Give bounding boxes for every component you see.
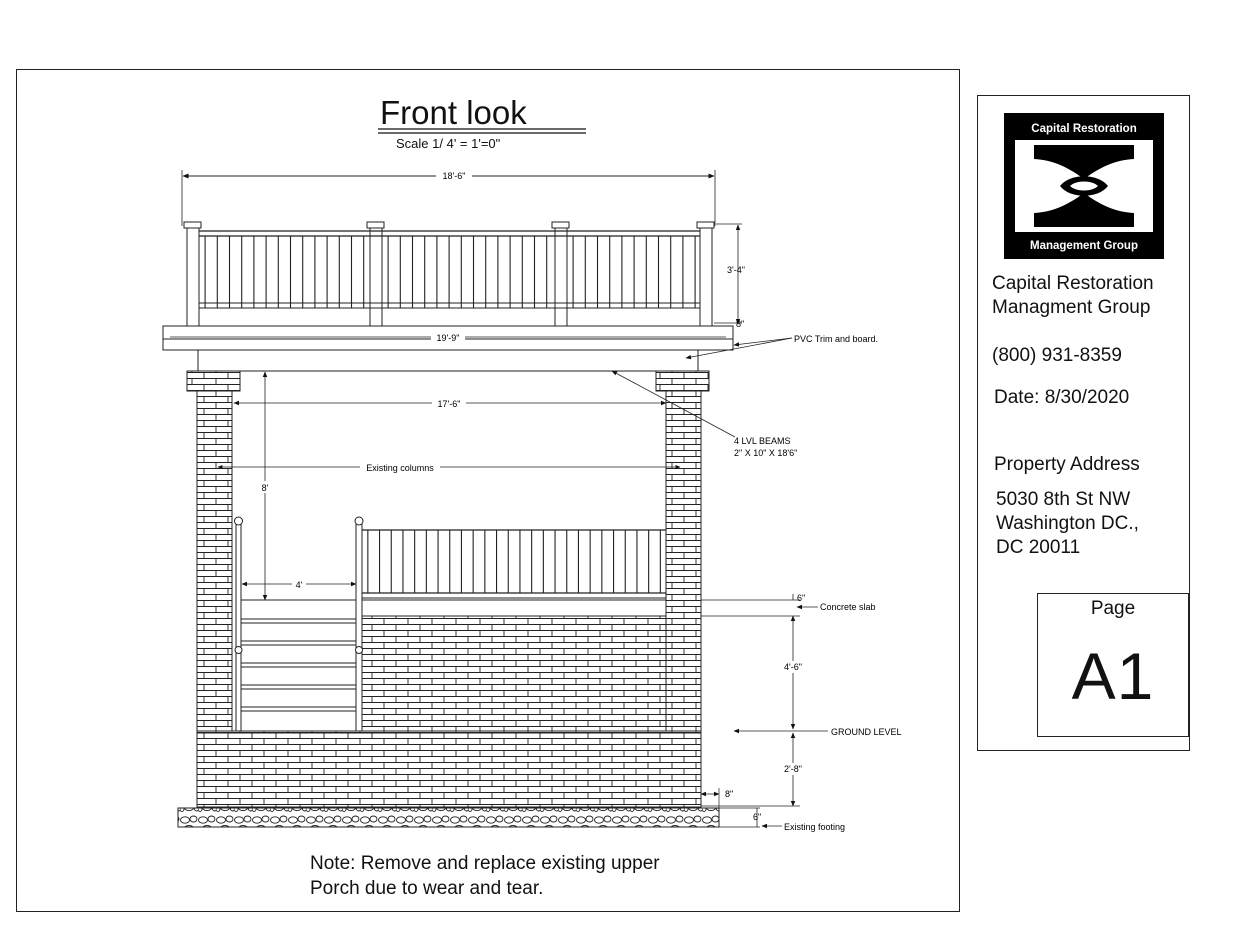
existing-footing bbox=[178, 808, 719, 827]
drawing-note bbox=[310, 851, 660, 901]
address-line-1: 5030 8th St NW bbox=[996, 489, 1131, 510]
company-name-line-1: Capital Restoration bbox=[992, 273, 1154, 294]
callout-pvc-trim: PVC Trim and board. bbox=[794, 334, 879, 344]
callout-lvl-beams-line2: 2" X 10" X 18'6" bbox=[734, 448, 798, 458]
dim-slab-height-label: 4'-6" bbox=[784, 662, 802, 672]
property-address bbox=[996, 488, 1139, 560]
address-heading: Property Address bbox=[994, 454, 1140, 475]
callout-existing-footing-label: Existing footing bbox=[784, 822, 846, 832]
drawing-scale: Scale 1/ 4' = 1'=0" bbox=[396, 136, 501, 151]
logo-text-bottom: Management Group bbox=[1030, 240, 1138, 252]
logo-text-top: Capital Restoration bbox=[1031, 123, 1137, 135]
porch-foundation-wall bbox=[362, 616, 666, 731]
company-phone: (800) 931-8359 bbox=[992, 345, 1122, 366]
company-logo bbox=[1004, 113, 1164, 259]
dim-stair-width-label: 4' bbox=[295, 580, 303, 590]
callout-lvl-beams-line1: 4 LVL BEAMS bbox=[734, 436, 791, 446]
drawing-title: Front look bbox=[380, 94, 527, 131]
entry-stairs bbox=[241, 600, 356, 731]
dim-overall-width-label: 18'-6" bbox=[442, 171, 466, 181]
dim-slab-thickness-label: 6" bbox=[797, 593, 806, 603]
existing-column-left bbox=[187, 371, 240, 731]
page-box bbox=[1037, 593, 1189, 737]
below-grade-wall bbox=[197, 731, 701, 807]
callout-ground-level-label: GROUND LEVEL bbox=[831, 727, 902, 737]
dim-footing-offset-label: 8" bbox=[725, 789, 734, 799]
upper-balusters bbox=[205, 236, 695, 308]
lower-railing bbox=[362, 530, 666, 598]
dim-deck-width-label: 19'-9" bbox=[436, 333, 460, 343]
note-line-2: Porch due to wear and tear. bbox=[310, 878, 544, 899]
dim-below-grade-label: 2'-8" bbox=[784, 764, 802, 774]
concrete-slab bbox=[362, 600, 666, 616]
dim-column-height-label: 8' bbox=[261, 483, 269, 493]
page-number: A1 bbox=[1071, 639, 1155, 713]
note-line-1: Note: Remove and replace existing upper bbox=[310, 853, 660, 874]
lower-balusters bbox=[368, 530, 660, 593]
company-name-line-2: Managment Group bbox=[992, 297, 1151, 318]
title-block bbox=[977, 95, 1190, 751]
dim-trim-label: 8" bbox=[736, 319, 745, 329]
address-line-3: DC 20011 bbox=[996, 537, 1081, 558]
page-label: Page bbox=[1090, 598, 1136, 619]
dim-beam-span-label: 17'-6" bbox=[437, 399, 461, 409]
drawing-date: Date: 8/30/2020 bbox=[994, 387, 1130, 408]
callout-concrete-slab-label: Concrete slab bbox=[820, 602, 876, 612]
dim-footing-depth-label: 6" bbox=[753, 812, 762, 822]
callout-leader bbox=[734, 338, 792, 345]
dim-railing-height-label: 3'-4" bbox=[727, 265, 745, 275]
address-line-2: Washington DC., bbox=[996, 513, 1139, 534]
company-name bbox=[992, 272, 1154, 320]
callout-existing-columns-label: Existing columns bbox=[366, 463, 434, 473]
